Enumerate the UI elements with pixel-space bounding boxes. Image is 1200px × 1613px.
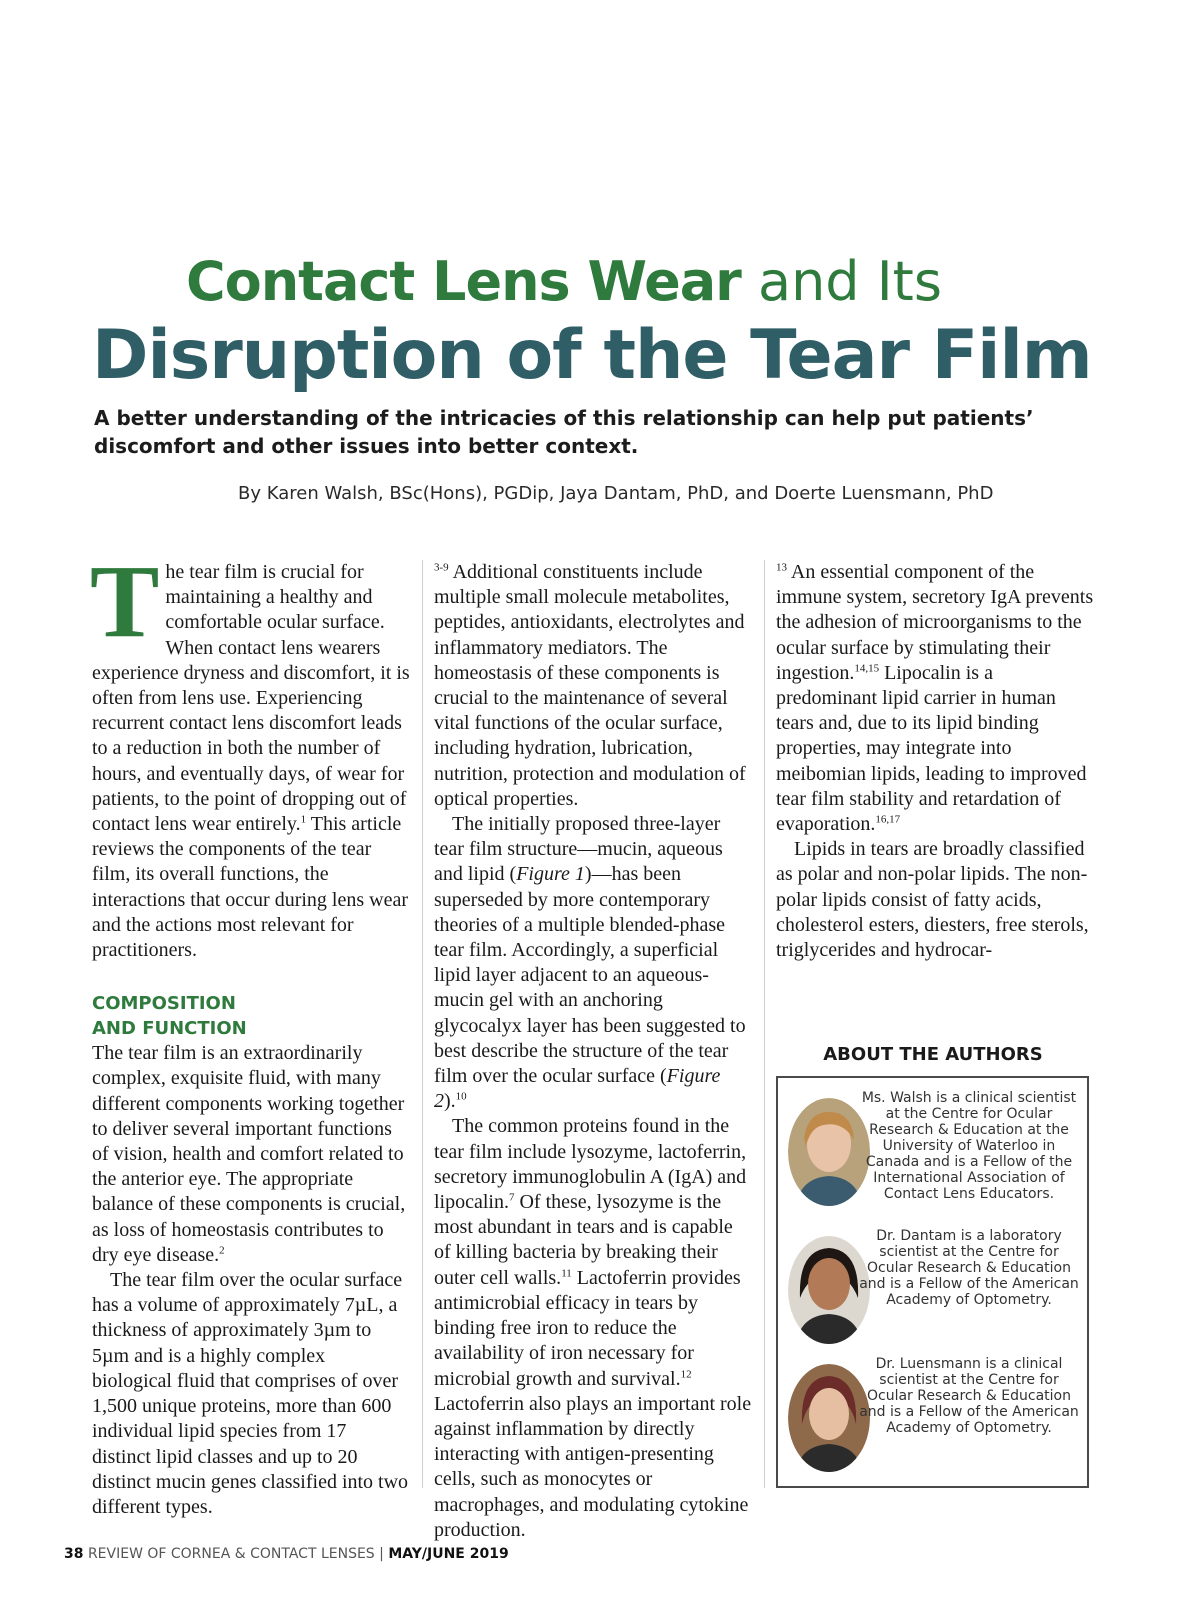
body-paragraph-continued xyxy=(434,560,752,812)
issue-date: MAY/JUNE 2019 xyxy=(388,1546,509,1562)
article-column-1 xyxy=(90,544,410,1520)
publication-name: REVIEW OF CORNEA & CONTACT LENSES xyxy=(87,1546,375,1562)
authors-box xyxy=(776,1076,1089,1488)
column-divider xyxy=(764,560,765,1488)
drop-cap: T xyxy=(90,544,160,659)
body-text: The tear film is an extraordinarily complex, exquisite fluid, with many different components working together to deliver several important functions of vision, health and comfort related to the anterior eye. The appropriate balance of these components is crucial, as loss of homeostasis contributes to dry eye disease. xyxy=(92,1042,406,1266)
body-text: he tear film is crucial for maintaining a healthy and comfortable ocular surface. When contact lens wearers experience dryness and discomfort, it is often from lens use. Experiencing recurrent contact lens discomfort leads to a reduction in both the number of hours, and eventually days, of wear for patients, to the point of dropping out of contact lens wear entirely. xyxy=(92,561,410,836)
authors-heading: ABOUT THE AUTHORS xyxy=(823,1044,1043,1065)
reference-superscript: 14,15 xyxy=(854,662,880,675)
author-card xyxy=(778,1090,1087,1210)
article-column-3 xyxy=(776,560,1094,963)
body-text: ). xyxy=(444,1090,456,1113)
author-bio: Dr. Luensmann is a clinical scientist at the Centre for Ocular Research & Education and is a Fellow of the American Academy of Optometry. xyxy=(859,1356,1079,1436)
footer-separator: | xyxy=(379,1546,384,1562)
body-text: Lipocalin is a predominant lipid carrier in human tears and, due to its lipid binding properties, may integrate into meibomian lipids, leading to improved tear film stability and retardation of evaporation. xyxy=(776,661,1087,836)
author-bio: Dr. Dantam is a laboratory scientist at the Centre for Ocular Research & Education and is a Fellow of the American Academy of Optometry. xyxy=(859,1228,1079,1308)
page-footer xyxy=(64,1545,864,1563)
title-line-1 xyxy=(186,250,1086,314)
reference-superscript: 2 xyxy=(219,1244,225,1257)
body-paragraph xyxy=(434,812,752,1114)
body-paragraph xyxy=(92,1268,410,1520)
section-heading xyxy=(92,991,410,1041)
body-text: Lipids in tears are broadly classified as polar and non-polar lipids. The non-polar lipids consist of fatty acids, cholesterol esters, diesters, free sterols, triglycerides and hydrocar- xyxy=(776,838,1089,962)
body-text: This article reviews the components of the tear film, its overall functions, the interactions that occur during lens wear and the actions most relevant for practitioners. xyxy=(92,813,408,962)
body-text: Lactoferrin provides antimicrobial efficacy in tears by binding free iron to reduce the availability of iron necessary for microbial growth and survival. xyxy=(434,1266,741,1390)
body-text: )—has been superseded by more contemporary theories of a multiple blended-phase tear film. Accordingly, a superficial lipid layer adjacent to an aqueous-mucin gel with an anchoring glycocalyx layer has been suggested to best describe the structure of the tear film over the ocular surface ( xyxy=(434,863,746,1088)
title-line-2: Disruption of the Tear Film xyxy=(92,316,1092,395)
author-card xyxy=(778,1228,1087,1348)
reference-superscript: 16,17 xyxy=(875,813,901,826)
body-paragraph xyxy=(90,544,410,963)
section-heading-line-1: COMPOSITION xyxy=(92,993,236,1015)
reference-superscript: 11 xyxy=(561,1267,572,1280)
body-text: Lactoferrin also plays an important role against inflammation by directly interacting with antigen-presenting cells, such as monocytes or macrophages, and modulating cytokine production. xyxy=(434,1392,752,1541)
title-strong: Contact Lens Wear xyxy=(186,250,741,313)
author-card xyxy=(778,1356,1087,1476)
body-text: Additional constituents include multiple small molecule metabolites, peptides, antioxidants, electrolytes and inflammatory mediators. The homeostasis of these components is crucial to the maintenance of several vital functions of the ocular surface, including hydration, lubrication, nutrition, protection and modulation of optical properties. xyxy=(434,561,746,810)
body-text: The tear film over the ocular surface has a volume of approximately 7µL, a thickness of approximately 3µm to 5µm and is a highly complex biological fluid that comprises of over 1,500 unique proteins, more than 600 individual lipid species from 17 distinct lipid classes and up to 20 distinct mucin genes classified into two different types. xyxy=(92,1269,409,1518)
article-deck: A better understanding of the intricacies of this relationship can help put patients’ discomfort and other issues into better context. xyxy=(94,406,1034,458)
reference-superscript: 1 xyxy=(300,813,307,826)
figure-reference: Figure 2 xyxy=(434,1065,721,1113)
body-paragraph xyxy=(92,1041,410,1268)
body-text: The initially proposed three-layer tear film structure—mucin, aqueous and lipid ( xyxy=(434,813,723,886)
body-text: Of these, lysozyme is the most abundant in tears and is capable of killing bacteria by breaking their outer cell walls. xyxy=(434,1191,733,1289)
reference-superscript: 7 xyxy=(508,1191,515,1204)
title-light: and Its xyxy=(757,250,942,313)
column-divider xyxy=(422,560,423,1488)
body-paragraph xyxy=(776,837,1094,963)
body-paragraph xyxy=(434,1114,752,1542)
page-number: 38 xyxy=(64,1546,84,1562)
author-bio: Ms. Walsh is a clinical scientist at the Centre for Ocular Research & Education at the University of Waterloo in Canada and is a Fellow of the International Association of Contact Lens Educators. xyxy=(861,1090,1077,1202)
body-text: The common proteins found in the tear film include lysozyme, lactoferrin, secretory immunoglobulin A (IgA) and lipocalin. xyxy=(434,1115,747,1214)
body-paragraph-continued xyxy=(776,560,1094,837)
reference-superscript: 10 xyxy=(455,1090,467,1103)
reference-superscript: 3-9 xyxy=(434,561,449,574)
body-text: An essential component of the immune system, secretory IgA prevents the adhesion of microorganisms to the ocular surface by stimulating their ingestion. xyxy=(776,561,1094,684)
byline: By Karen Walsh, BSc(Hons), PGDip, Jaya Dantam, PhD, and Doerte Luensmann, PhD xyxy=(238,483,994,504)
section-heading-line-2: AND FUNCTION xyxy=(92,1018,247,1040)
reference-superscript: 12 xyxy=(680,1367,692,1380)
figure-reference: Figure 1 xyxy=(516,863,585,886)
reference-superscript: 13 xyxy=(776,561,787,574)
article-column-2 xyxy=(434,560,752,1543)
